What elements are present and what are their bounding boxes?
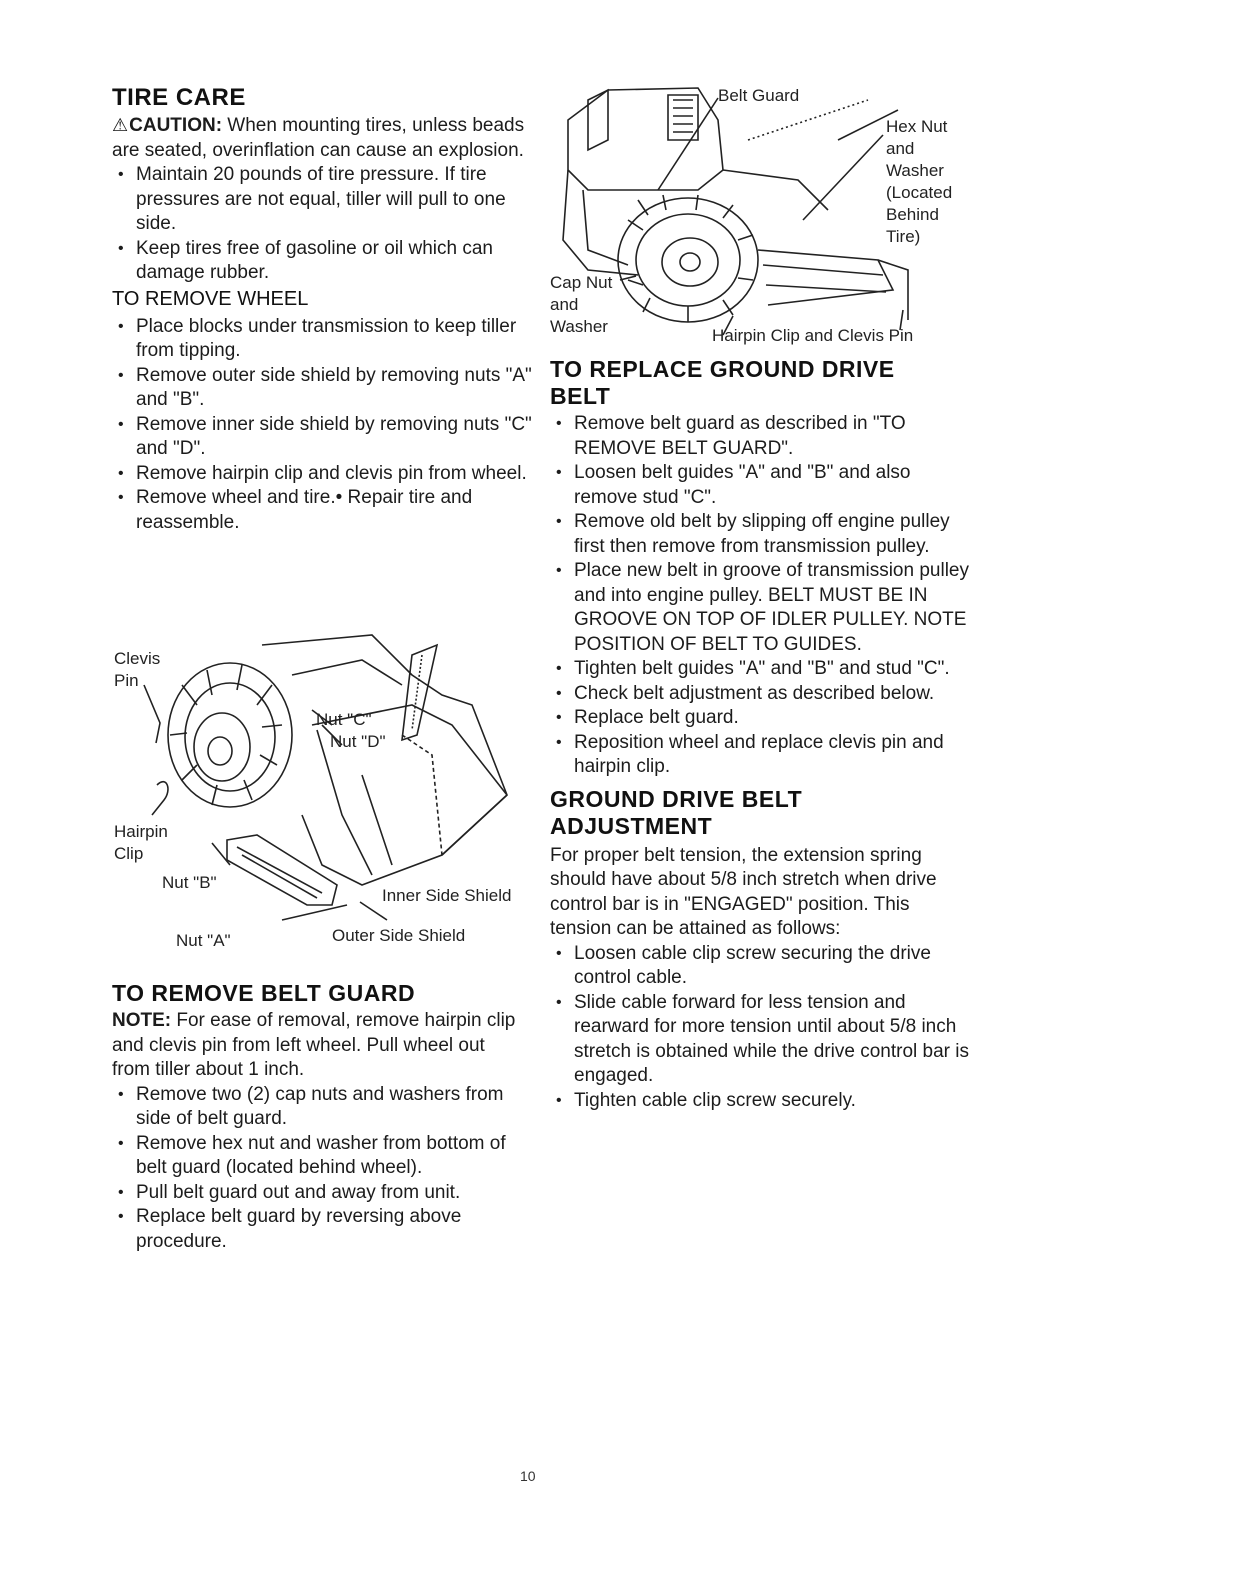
list-item: • Keep tires free of gasoline or oil which can damage rubber. bbox=[112, 237, 532, 286]
remove-belt-guard-list bbox=[112, 1083, 522, 1255]
list-item: • Remove outer side shield by removing nuts "A" and "B". bbox=[112, 364, 532, 413]
label-hairpin-clevis-pin: Hairpin Clip and Clevis Pin bbox=[712, 326, 914, 345]
label-cap-nut-washer: Cap Nut and Washer bbox=[550, 273, 613, 336]
label-clevis-pin: Clevis Pin bbox=[114, 649, 161, 690]
list-item: • Check belt adjustment as described below. bbox=[550, 682, 970, 707]
label-hex-nut-washer: Hex Nut and Washer (Located Behind Tire) bbox=[886, 117, 953, 246]
caution-paragraph bbox=[112, 113, 532, 163]
remove-wheel-list bbox=[112, 315, 532, 536]
label-outer-side-shield: Outer Side Shield bbox=[332, 926, 466, 945]
remove-belt-guard-heading: TO REMOVE BELT GUARD bbox=[112, 980, 416, 1006]
label-nut-a: Nut "A" bbox=[176, 931, 231, 950]
list-item: • Tighten cable clip screw securely. bbox=[550, 1089, 970, 1114]
belt-guard-figure bbox=[548, 80, 968, 350]
left-column-lower bbox=[112, 980, 522, 1254]
page-number: 10 bbox=[520, 1468, 536, 1484]
caution-label: CAUTION: bbox=[129, 115, 223, 136]
list-item: • Remove hex nut and washer from bottom of belt guard (located behind wheel). bbox=[112, 1132, 522, 1181]
list-item: • Replace belt guard. bbox=[550, 706, 970, 731]
list-item: • Remove inner side shield by removing nuts "C" and "D". bbox=[112, 413, 532, 462]
list-item: • Pull belt guard out and away from unit. bbox=[112, 1181, 522, 1206]
list-item: • Replace belt guard by reversing above procedure. bbox=[112, 1205, 522, 1254]
replace-belt-heading: TO REPLACE GROUND DRIVE BELT bbox=[550, 356, 895, 409]
list-item: • Loosen belt guides "A" and "B" and also remove stud "C". bbox=[550, 461, 970, 510]
label-nut-c: Nut "C" bbox=[316, 710, 372, 729]
label-belt-guard: Belt Guard bbox=[718, 86, 800, 105]
label-nut-b: Nut "B" bbox=[162, 873, 217, 892]
list-item: • Remove wheel and tire.• Repair tire and reassemble. bbox=[112, 486, 532, 535]
label-nut-d: Nut "D" bbox=[330, 732, 386, 751]
note-text: For ease of removal, remove hairpin clip and clevis pin from left wheel. Pull wheel out from tiller about 1 inch. bbox=[112, 1010, 516, 1080]
left-column bbox=[112, 84, 532, 535]
wheel-removal-figure bbox=[112, 615, 532, 965]
warning-triangle-icon: ⚠ bbox=[112, 115, 129, 135]
right-column bbox=[550, 356, 970, 1113]
list-item: • Remove belt guard as described in "TO REMOVE BELT GUARD". bbox=[550, 412, 970, 461]
wheel-removal-illustration bbox=[112, 615, 532, 965]
list-item: • Remove two (2) cap nuts and washers from side of belt guard. bbox=[112, 1083, 522, 1132]
replace-belt-list bbox=[550, 412, 970, 780]
belt-adjustment-intro: For proper belt tension, the extension spring should have about 5/8 inch stretch when drive control bar is in "ENGAGED" position. This tension can be attained as follows: bbox=[550, 844, 937, 939]
belt-adjustment-list bbox=[550, 942, 970, 1114]
label-hairpin-clip: Hairpin Clip bbox=[114, 822, 168, 863]
list-item: • Reposition wheel and replace clevis pin and hairpin clip. bbox=[550, 731, 970, 780]
list-item: • Tighten belt guides "A" and "B" and stud "C". bbox=[550, 657, 970, 682]
list-item: • Remove hairpin clip and clevis pin from wheel. bbox=[112, 462, 532, 487]
note-label: NOTE: bbox=[112, 1010, 172, 1031]
note-paragraph bbox=[112, 1009, 522, 1083]
list-item: • Place new belt in groove of transmission pulley and into engine pulley. BELT MUST BE IN GROOVE ON TOP OF IDLER PULLEY. NOTE POSITION OF BELT TO GUIDES. bbox=[550, 559, 970, 657]
list-item: • Loosen cable clip screw securing the drive control cable. bbox=[550, 942, 970, 991]
list-item: • Remove old belt by slipping off engine pulley first then remove from transmission pulley. bbox=[550, 510, 970, 559]
remove-wheel-heading: TO REMOVE WHEEL bbox=[112, 287, 309, 310]
list-item: • Place blocks under transmission to keep tiller from tipping. bbox=[112, 315, 532, 364]
caution-text: When mounting tires, unless beads are seated, overinflation can cause an explosion. bbox=[112, 115, 525, 161]
label-inner-side-shield: Inner Side Shield bbox=[382, 886, 512, 905]
tire-care-heading: TIRE CARE bbox=[112, 84, 246, 111]
belt-adjustment-heading: GROUND DRIVE BELT ADJUSTMENT bbox=[550, 785, 803, 839]
list-item: • Maintain 20 pounds of tire pressure. If tire pressures are not equal, tiller will pull to one side. bbox=[112, 163, 532, 237]
list-item: • Slide cable forward for less tension and rearward for more tension until about 5/8 inch stretch is obtained while the drive control bar is engaged. bbox=[550, 991, 970, 1089]
tire-care-list bbox=[112, 163, 532, 286]
